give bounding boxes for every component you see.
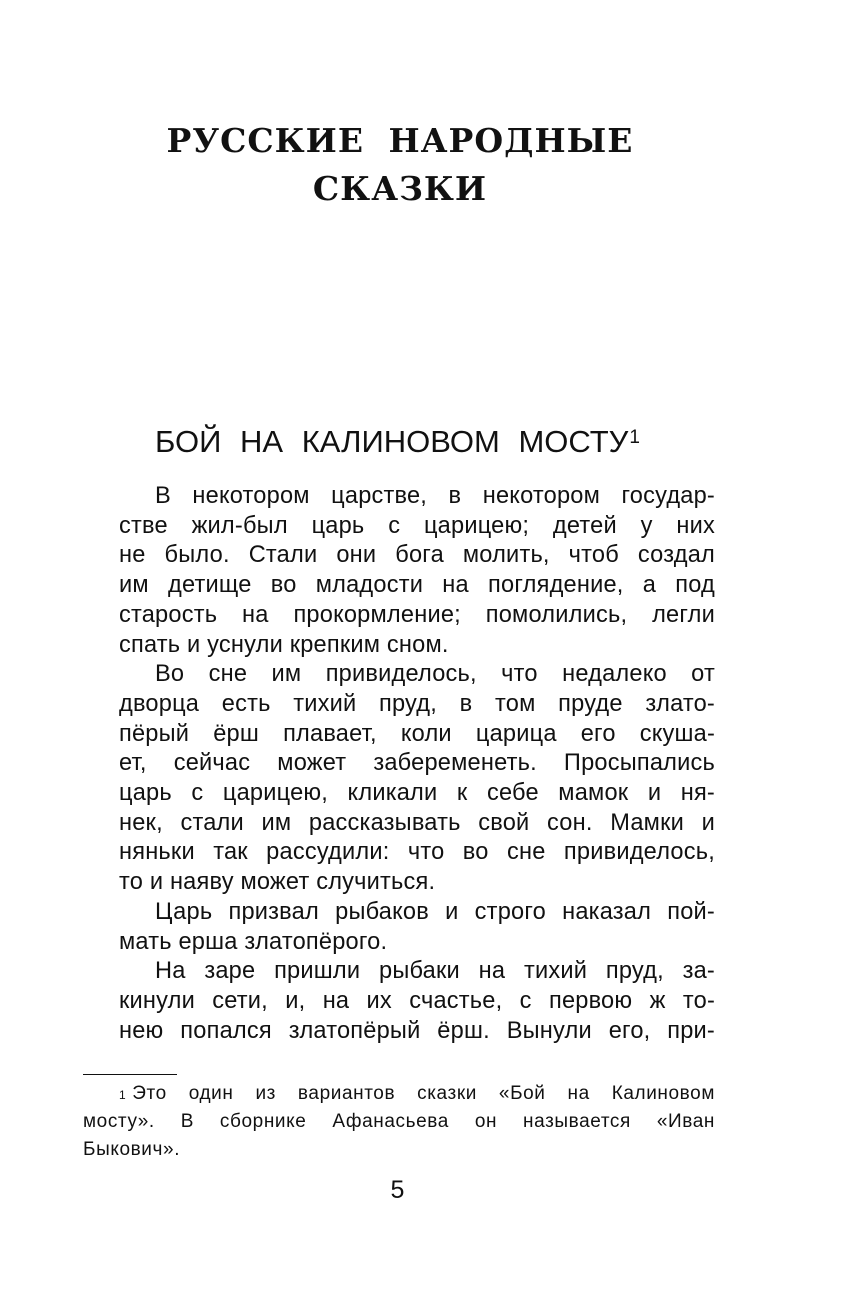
footnote-divider [83,1074,177,1075]
collection-title-line-2: СКАЗКИ [312,169,488,208]
footnote-line: мосту». В сборнике Афанасьева он называется «Иван [83,1111,715,1132]
text-line: На заре пришли рыбаки на тихий пруд, за- [155,958,715,985]
text-line: няньки так рассудили: что во сне привиделось, [119,839,715,866]
footnote [83,1080,715,1164]
text-line: ет, сейчас может забеременеть. Просыпались [119,750,715,777]
text-line: мать ерша златопёрого. [119,928,388,955]
text-line: им детище во младости на поглядение, а под [119,572,715,599]
page-number: 5 [390,1176,405,1204]
text-line: старость на прокормление; помолились, легли [119,601,715,628]
text-line: Царь призвал рыбаков и строго наказал пой- [155,898,715,925]
text-line: то и наяву может случиться. [119,869,436,896]
text-line: царь с царицею, кликали к себе мамок и ня- [119,780,715,807]
text-line: Во сне им привиделось, что недалеко от [155,661,715,688]
text-line: дворца есть тихий пруд, в том пруде злато- [119,690,715,717]
collection-title [0,117,800,213]
text-line: стве жил-был царь с царицею; детей у них [119,512,715,539]
paragraph-4 [83,957,715,1046]
footnote-line: Быкович». [83,1139,181,1160]
paragraph-1 [83,482,715,660]
story-body [83,482,715,1046]
footnote-marker: 1 [119,1088,127,1102]
text-line: кинули сети, и, на их счастье, с первою ж то- [119,987,715,1014]
text-line: спать и уснули крепким сном. [119,631,449,658]
story-title-text: БОЙ НА КАЛИНОВОМ МОСТУ [155,424,629,459]
text-line: В некотором царстве, в некотором государ- [155,483,715,509]
paragraph-3 [83,898,715,957]
text-line: не было. Стали они бога молить, чтоб создал [119,542,715,569]
text-line: пёрый ёрш плавает, коли царица его скуша- [119,720,715,747]
text-line: нек, стали им рассказывать свой сон. Мамки и [119,809,715,836]
collection-title-line-1: РУССКИЕ НАРОДНЫЕ [166,121,634,160]
footnote-line: $^1$ Это один из вариантов сказки «Бой на Калиновом [119,1083,715,1104]
footnote-reference[interactable]: 1 [629,427,640,448]
paragraph-2 [83,660,715,898]
story-title [0,422,795,462]
text-line: нею попался златопёрый ёрш. Вынули его, при- [119,1017,715,1044]
